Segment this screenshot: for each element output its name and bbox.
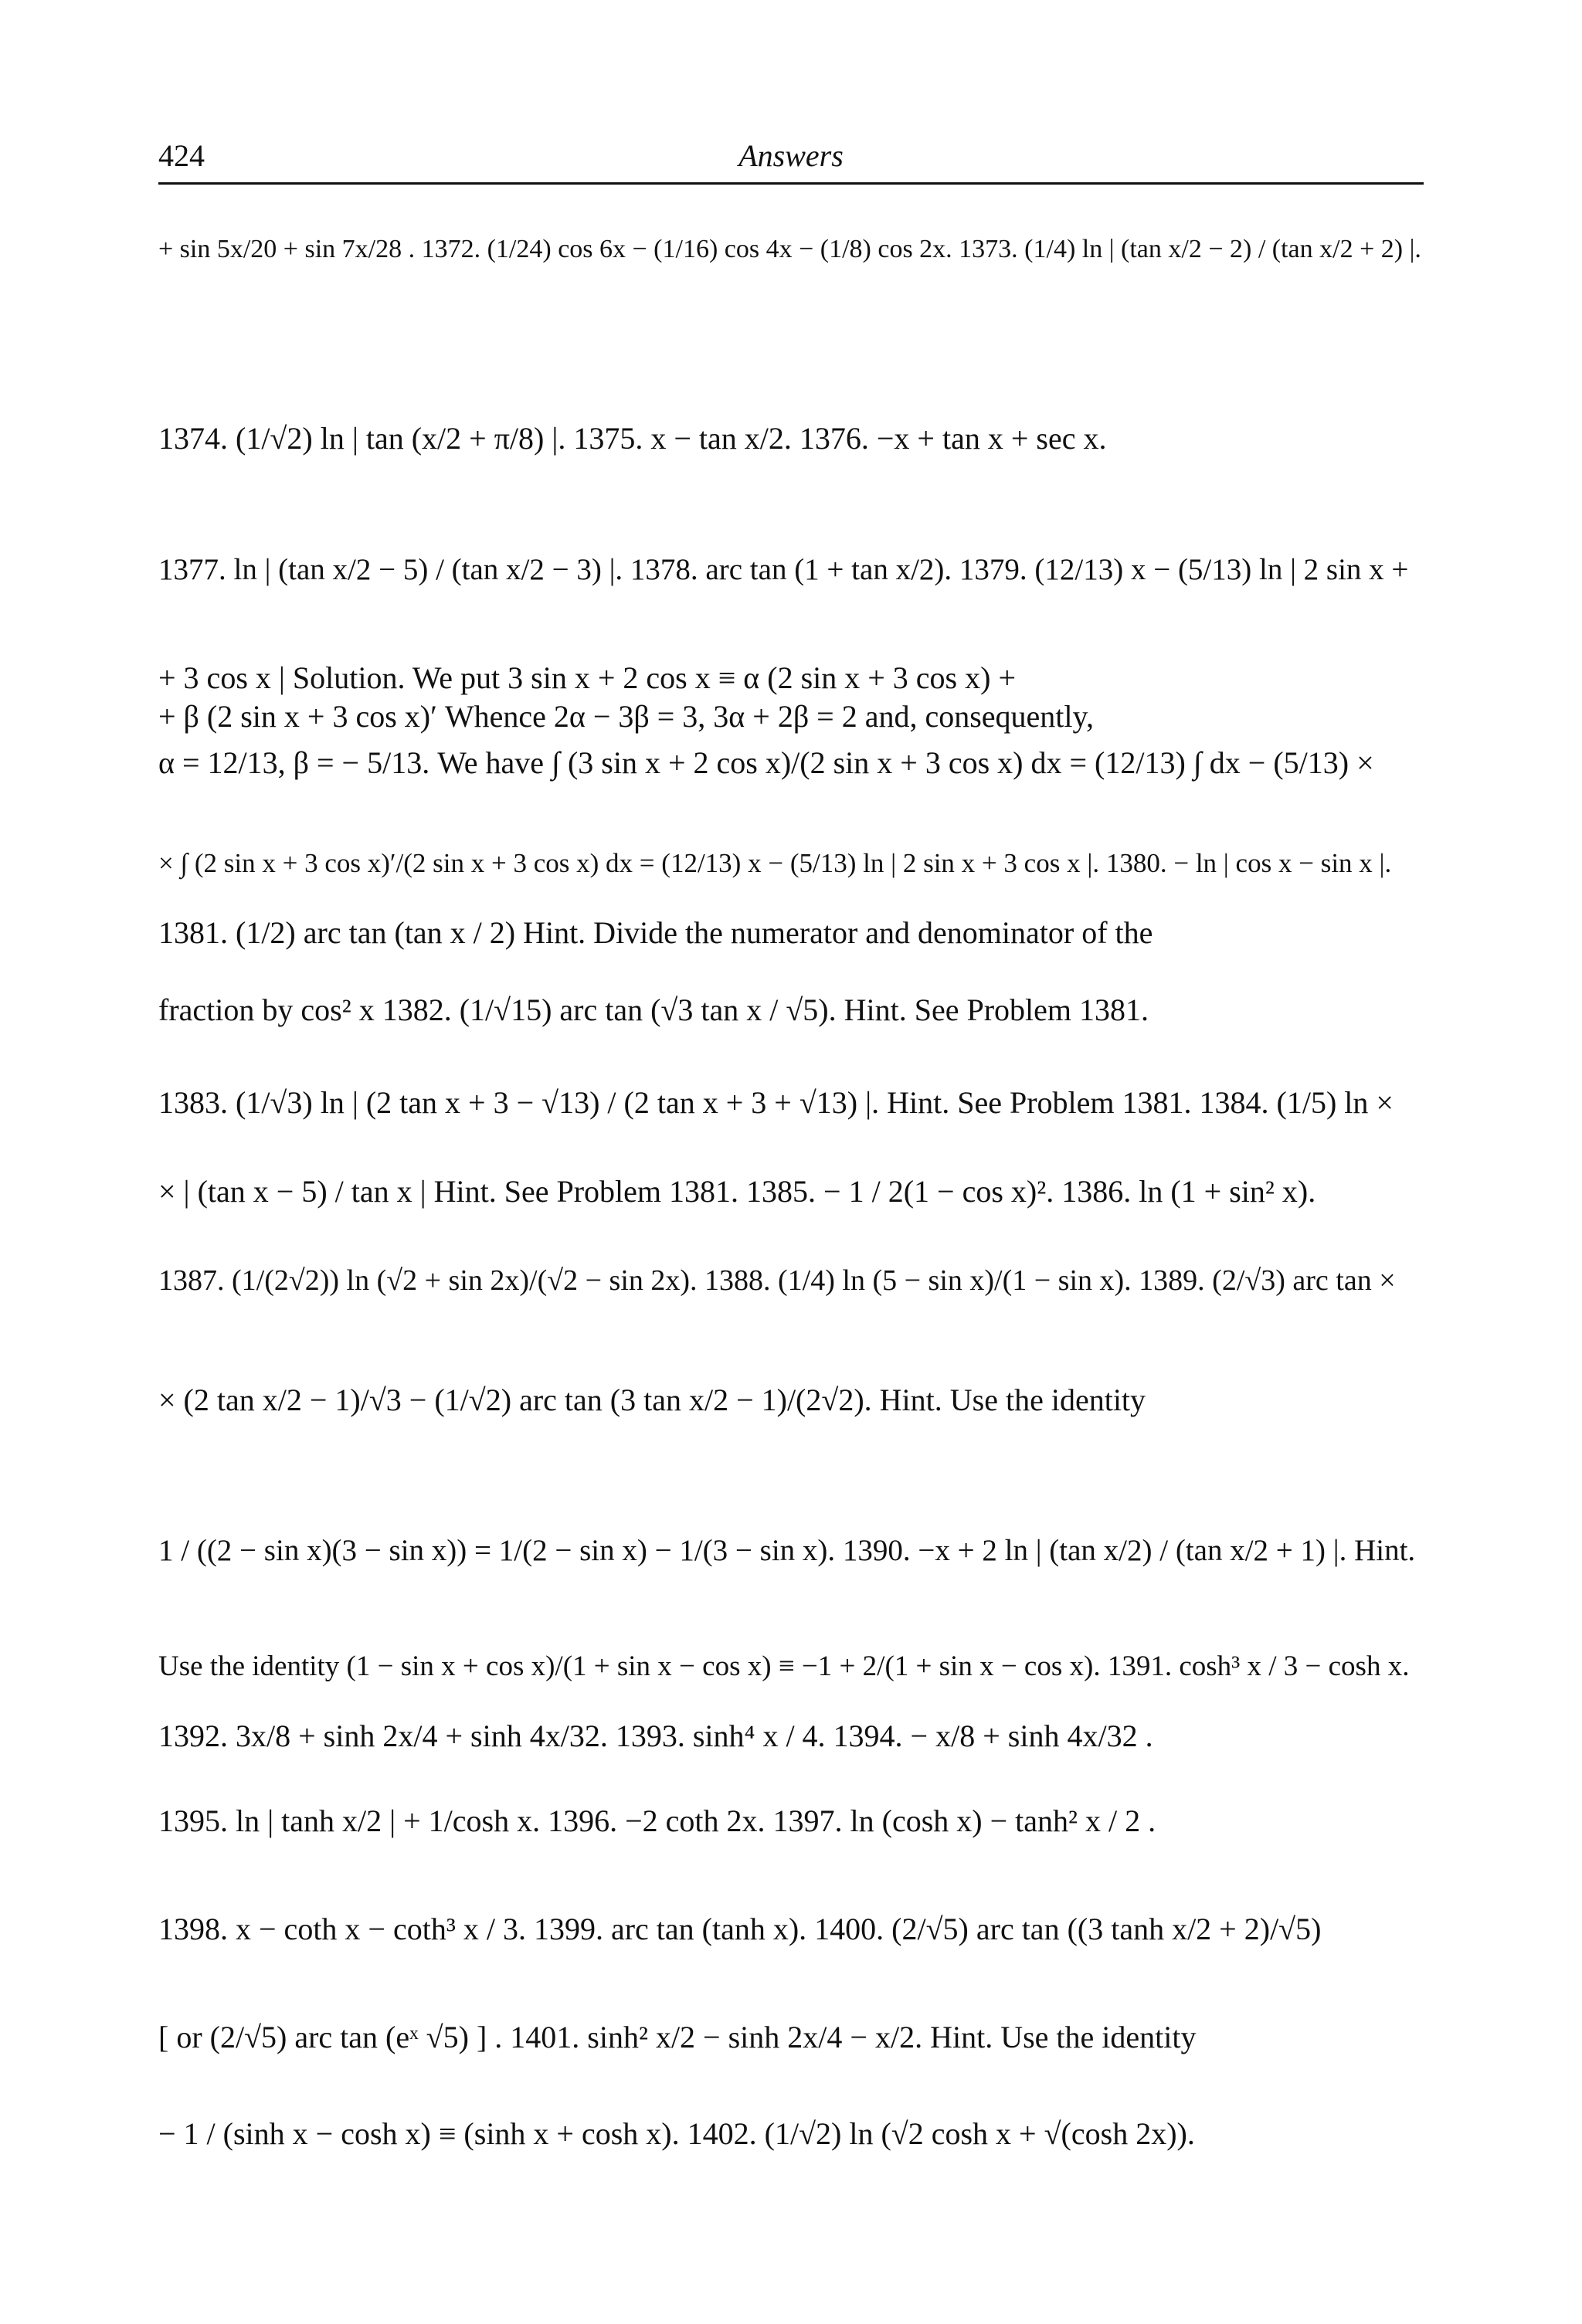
answer-line: × | (tan x − 5) / tan x | Hint. See Problem 1381. 1385. − 1 / 2(1 − cos x)². 1386. ln (1 + sin² x). bbox=[158, 1174, 1316, 1209]
answer-line: 1 / ((2 − sin x)(3 − sin x)) = 1/(2 − sin x) − 1/(3 − sin x). 1390. −x + 2 ln | (tan x/2) / (tan x/2 + 1) |. Hint. bbox=[158, 1534, 1416, 1567]
answer-line: 1377. ln | (tan x/2 − 5) / (tan x/2 − 3) |. 1378. arc tan (1 + tan x/2). 1379. (12/13) x − (5/13) ln | 2 sin x + bbox=[158, 553, 1409, 586]
header-rule bbox=[158, 182, 1424, 185]
answer-line: × ∫ (2 sin x + 3 cos x)′/(2 sin x + 3 cos x) dx = (12/13) x − (5/13) ln | 2 sin x + 3 cos x |. 1380. − ln | cos x − sin x |. bbox=[158, 848, 1392, 878]
answer-line: + 3 cos x | Solution. We put 3 sin x + 2 cos x ≡ α (2 sin x + 3 cos x) + bbox=[158, 660, 1016, 695]
page-number: 424 bbox=[158, 138, 205, 173]
answer-line: 1387. (1/(2√2)) ln (√2 + sin 2x)/(√2 − sin 2x). 1388. (1/4) ln (5 − sin x)/(1 − sin x). 1389. (2/√3) arc tan × bbox=[158, 1264, 1396, 1297]
answer-line: × (2 tan x/2 − 1)/√3 − (1/√2) arc tan (3 tan x/2 − 1)/(2√2). Hint. Use the identity bbox=[158, 1383, 1146, 1417]
answer-line: 1374. (1/√2) ln | tan (x/2 + π/8) |. 1375. x − tan x/2. 1376. −x + tan x + sec x. bbox=[158, 421, 1107, 456]
answer-line: 1392. 3x/8 + sinh 2x/4 + sinh 4x/32. 1393. sinh⁴ x / 4. 1394. − x/8 + sinh 4x/32 . bbox=[158, 1718, 1153, 1753]
answer-line: [ or (2/√5) arc tan (eˣ √5) ] . 1401. sinh² x/2 − sinh 2x/4 − x/2. Hint. Use the identity bbox=[158, 2020, 1197, 2054]
answer-line: fraction by cos² x 1382. (1/√15) arc tan (√3 tan x / √5). Hint. See Problem 1381. bbox=[158, 992, 1149, 1027]
answer-line: + β (2 sin x + 3 cos x)′ Whence 2α − 3β = 3, 3α + 2β = 2 and, consequently, bbox=[158, 699, 1094, 734]
answer-line: − 1 / (sinh x − cosh x) ≡ (sinh x + cosh x). 1402. (1/√2) ln (√2 cosh x + √(cosh 2x)). bbox=[158, 2116, 1195, 2151]
answer-line: 1398. x − coth x − coth³ x / 3. 1399. arc tan (tanh x). 1400. (2/√5) arc tan ((3 tanh x/2 + 2)/√5) bbox=[158, 1912, 1322, 1946]
answer-line: 1383. (1/√3) ln | (2 tan x + 3 − √13) / (2 tan x + 3 + √13) |. Hint. See Problem 1381. 1384. (1/5) ln × bbox=[158, 1085, 1394, 1120]
answer-line: Use the identity (1 − sin x + cos x)/(1 + sin x − cos x) ≡ −1 + 2/(1 + sin x − cos x). 1391. cosh³ x / 3 − cosh x. bbox=[158, 1651, 1410, 1682]
answer-line: 1381. (1/2) arc tan (tan x / 2) Hint. Divide the numerator and denominator of the bbox=[158, 915, 1153, 950]
running-header bbox=[158, 137, 1424, 184]
running-title: Answers bbox=[738, 138, 844, 173]
answer-line: α = 12/13, β = − 5/13. We have ∫ (3 sin x + 2 cos x)/(2 sin x + 3 cos x) dx = (12/13) ∫ dx − (5/13) × bbox=[158, 745, 1374, 780]
answer-line: 1395. ln | tanh x/2 | + 1/cosh x. 1396. −2 coth 2x. 1397. ln (cosh x) − tanh² x / 2 . bbox=[158, 1803, 1156, 1838]
answer-line: + sin 5x/20 + sin 7x/28 . 1372. (1/24) cos 6x − (1/16) cos 4x − (1/8) cos 2x. 1373. (1/4) ln | (tan x/2 − 2) / (tan x/2 + 2) |. bbox=[158, 235, 1421, 263]
